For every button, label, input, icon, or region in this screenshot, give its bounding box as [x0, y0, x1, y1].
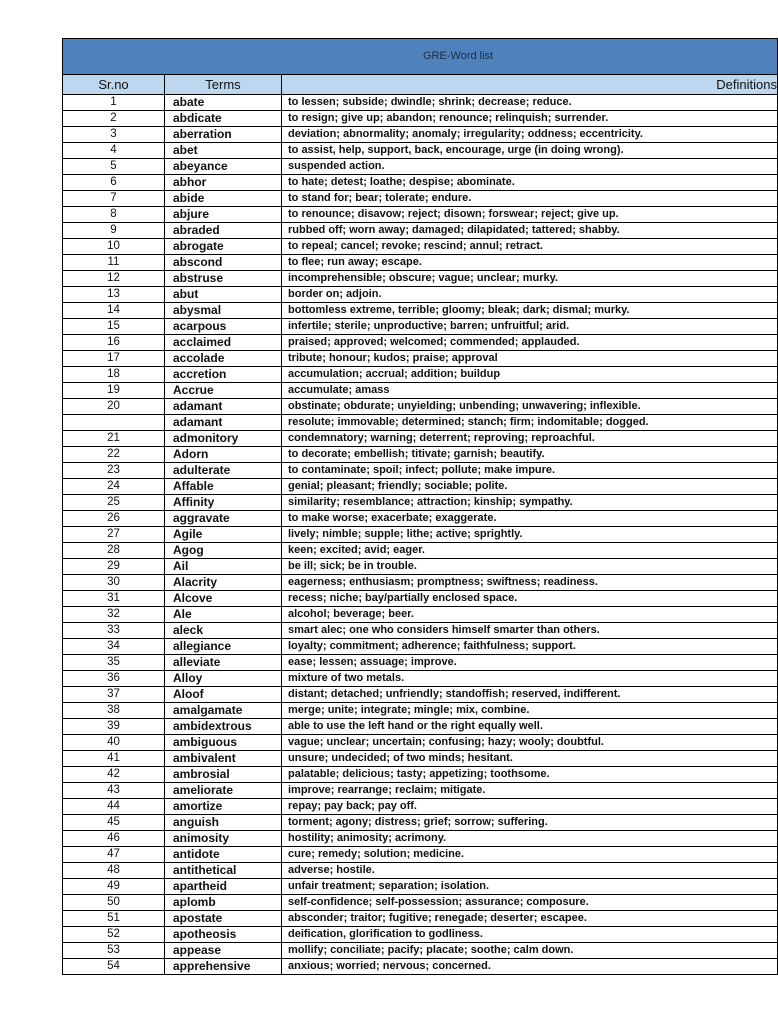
table-row	[63, 351, 778, 367]
row-sr: 27	[63, 527, 165, 543]
row-sr: 30	[63, 575, 165, 591]
row-term: Affable	[165, 479, 282, 495]
table-row	[63, 255, 778, 271]
row-term: aplomb	[165, 895, 282, 911]
row-term: abhor	[165, 175, 282, 191]
row-sr: 49	[63, 879, 165, 895]
row-term: adamant	[165, 415, 282, 431]
table-row	[63, 463, 778, 479]
row-sr: 33	[63, 623, 165, 639]
table-row	[63, 783, 778, 799]
row-sr: 43	[63, 783, 165, 799]
table-row	[63, 767, 778, 783]
row-definition: to hate; detest; loathe; despise; abominate.	[282, 175, 778, 191]
row-sr: 21	[63, 431, 165, 447]
row-sr: 47	[63, 847, 165, 863]
row-sr: 29	[63, 559, 165, 575]
table-row	[63, 719, 778, 735]
row-definition: hostility; animosity; acrimony.	[282, 831, 778, 847]
table-row	[63, 943, 778, 959]
table-row	[63, 207, 778, 223]
row-sr: 3	[63, 127, 165, 143]
table-row	[63, 159, 778, 175]
row-sr: 52	[63, 927, 165, 943]
header-definitions: Definitions	[282, 75, 778, 95]
row-definition: mixture of two metals.	[282, 671, 778, 687]
row-definition: to repeal; cancel; revoke; rescind; annul; retract.	[282, 239, 778, 255]
row-definition: deviation; abnormality; anomaly; irregularity; oddness; eccentricity.	[282, 127, 778, 143]
row-term: abdicate	[165, 111, 282, 127]
row-term: apprehensive	[165, 959, 282, 975]
row-definition: distant; detached; unfriendly; standoffish; reserved, indifferent.	[282, 687, 778, 703]
table-row	[63, 335, 778, 351]
row-term: Ail	[165, 559, 282, 575]
row-term: apostate	[165, 911, 282, 927]
row-definition: cure; remedy; solution; medicine.	[282, 847, 778, 863]
row-sr: 18	[63, 367, 165, 383]
row-term: aberration	[165, 127, 282, 143]
row-term: acarpous	[165, 319, 282, 335]
table-row	[63, 127, 778, 143]
row-definition: lively; nimble; supple; lithe; active; sprightly.	[282, 527, 778, 543]
row-definition: praised; approved; welcomed; commended; applauded.	[282, 335, 778, 351]
row-sr: 6	[63, 175, 165, 191]
row-definition: smart alec; one who considers himself smarter than others.	[282, 623, 778, 639]
header-sr: Sr.no	[63, 75, 165, 95]
row-term: anguish	[165, 815, 282, 831]
row-sr: 8	[63, 207, 165, 223]
row-term: Agog	[165, 543, 282, 559]
row-definition: bottomless extreme, terrible; gloomy; bleak; dark; dismal; murky.	[282, 303, 778, 319]
row-term: ambivalent	[165, 751, 282, 767]
row-term: Affinity	[165, 495, 282, 511]
row-definition: incomprehensible; obscure; vague; unclear; murky.	[282, 271, 778, 287]
table-row	[63, 111, 778, 127]
table-row	[63, 431, 778, 447]
row-term: Alloy	[165, 671, 282, 687]
row-definition: infertile; sterile; unproductive; barren; unfruitful; arid.	[282, 319, 778, 335]
row-sr: 53	[63, 943, 165, 959]
row-definition: repay; pay back; pay off.	[282, 799, 778, 815]
row-term: aggravate	[165, 511, 282, 527]
row-sr: 20	[63, 399, 165, 415]
row-term: abate	[165, 95, 282, 111]
row-term: appease	[165, 943, 282, 959]
row-sr: 44	[63, 799, 165, 815]
table-row	[63, 815, 778, 831]
table-row	[63, 799, 778, 815]
row-definition: to stand for; bear; tolerate; endure.	[282, 191, 778, 207]
table-row	[63, 367, 778, 383]
table-row	[63, 831, 778, 847]
row-definition: rubbed off; worn away; damaged; dilapidated; tattered; shabby.	[282, 223, 778, 239]
row-term: apartheid	[165, 879, 282, 895]
row-definition: accumulation; accrual; addition; buildup	[282, 367, 778, 383]
row-definition: keen; excited; avid; eager.	[282, 543, 778, 559]
table-row	[63, 415, 778, 431]
row-term: amalgamate	[165, 703, 282, 719]
row-term: ambiguous	[165, 735, 282, 751]
row-sr: 22	[63, 447, 165, 463]
row-definition: absconder; traitor; fugitive; renegade; deserter; escapee.	[282, 911, 778, 927]
row-sr: 17	[63, 351, 165, 367]
row-definition: to renounce; disavow; reject; disown; forswear; reject; give up.	[282, 207, 778, 223]
row-term: admonitory	[165, 431, 282, 447]
row-definition: recess; niche; bay/partially enclosed space.	[282, 591, 778, 607]
table-row	[63, 959, 778, 975]
row-term: antidote	[165, 847, 282, 863]
table-row	[63, 319, 778, 335]
row-term: Ale	[165, 607, 282, 623]
table-row	[63, 527, 778, 543]
table-row	[63, 863, 778, 879]
row-definition: condemnatory; warning; deterrent; reproving; reproachful.	[282, 431, 778, 447]
table-row	[63, 607, 778, 623]
row-sr: 50	[63, 895, 165, 911]
row-term: adamant	[165, 399, 282, 415]
row-sr: 51	[63, 911, 165, 927]
table-row	[63, 191, 778, 207]
row-term: Alcove	[165, 591, 282, 607]
row-sr: 13	[63, 287, 165, 303]
table-row	[63, 671, 778, 687]
row-definition: able to use the left hand or the right equally well.	[282, 719, 778, 735]
row-term: alleviate	[165, 655, 282, 671]
table-row	[63, 223, 778, 239]
row-sr: 40	[63, 735, 165, 751]
row-term: acclaimed	[165, 335, 282, 351]
row-sr: 46	[63, 831, 165, 847]
row-term: aleck	[165, 623, 282, 639]
row-definition: anxious; worried; nervous; concerned.	[282, 959, 778, 975]
row-sr: 35	[63, 655, 165, 671]
row-definition: vague; unclear; uncertain; confusing; hazy; wooly; doubtful.	[282, 735, 778, 751]
row-term: abrogate	[165, 239, 282, 255]
row-definition: obstinate; obdurate; unyielding; unbending; unwavering; inflexible.	[282, 399, 778, 415]
table-row	[63, 687, 778, 703]
row-definition: to contaminate; spoil; infect; pollute; make impure.	[282, 463, 778, 479]
row-sr: 12	[63, 271, 165, 287]
row-term: abscond	[165, 255, 282, 271]
row-sr: 45	[63, 815, 165, 831]
row-sr: 1	[63, 95, 165, 111]
table-row	[63, 751, 778, 767]
row-sr: 54	[63, 959, 165, 975]
table-row	[63, 239, 778, 255]
row-definition: torment; agony; distress; grief; sorrow; suffering.	[282, 815, 778, 831]
table-row	[63, 447, 778, 463]
row-definition: be ill; sick; be in trouble.	[282, 559, 778, 575]
sheet-title: GRE-Word list	[63, 39, 778, 75]
row-sr: 32	[63, 607, 165, 623]
row-definition: unsure; undecided; of two minds; hesitant.	[282, 751, 778, 767]
row-sr: 16	[63, 335, 165, 351]
row-term: Adorn	[165, 447, 282, 463]
row-sr: 34	[63, 639, 165, 655]
row-definition: similarity; resemblance; attraction; kinship; sympathy.	[282, 495, 778, 511]
row-definition: palatable; delicious; tasty; appetizing; toothsome.	[282, 767, 778, 783]
table-row	[63, 287, 778, 303]
table-row	[63, 175, 778, 191]
row-definition: adverse; hostile.	[282, 863, 778, 879]
table-row	[63, 735, 778, 751]
table-row	[63, 847, 778, 863]
row-sr: 37	[63, 687, 165, 703]
table-row	[63, 927, 778, 943]
header-terms: Terms	[165, 75, 282, 95]
row-sr: 25	[63, 495, 165, 511]
table-row	[63, 479, 778, 495]
row-term: accretion	[165, 367, 282, 383]
row-definition: alcohol; beverage; beer.	[282, 607, 778, 623]
word-list-table	[62, 38, 778, 975]
table-row	[63, 895, 778, 911]
table-row	[63, 623, 778, 639]
row-definition: improve; rearrange; reclaim; mitigate.	[282, 783, 778, 799]
row-sr: 5	[63, 159, 165, 175]
row-sr: 41	[63, 751, 165, 767]
row-term: ameliorate	[165, 783, 282, 799]
row-definition: to flee; run away; escape.	[282, 255, 778, 271]
row-sr: 11	[63, 255, 165, 271]
row-sr: 48	[63, 863, 165, 879]
row-sr: 38	[63, 703, 165, 719]
table-row	[63, 511, 778, 527]
row-definition: to assist, help, support, back, encourage, urge (in doing wrong).	[282, 143, 778, 159]
row-sr: 4	[63, 143, 165, 159]
row-definition: deification, glorification to godliness.	[282, 927, 778, 943]
row-term: adulterate	[165, 463, 282, 479]
row-term: amortize	[165, 799, 282, 815]
row-definition: resolute; immovable; determined; stanch; firm; indomitable; dogged.	[282, 415, 778, 431]
row-sr: 24	[63, 479, 165, 495]
row-definition: loyalty; commitment; adherence; faithfulness; support.	[282, 639, 778, 655]
row-sr: 7	[63, 191, 165, 207]
table-row	[63, 703, 778, 719]
row-term: abide	[165, 191, 282, 207]
table-row	[63, 399, 778, 415]
row-term: accolade	[165, 351, 282, 367]
row-sr: 9	[63, 223, 165, 239]
row-term: antithetical	[165, 863, 282, 879]
table-row	[63, 591, 778, 607]
table-row	[63, 495, 778, 511]
table-row	[63, 383, 778, 399]
row-sr: 2	[63, 111, 165, 127]
row-definition: self-confidence; self-possession; assurance; composure.	[282, 895, 778, 911]
row-definition: unfair treatment; separation; isolation.	[282, 879, 778, 895]
table-row	[63, 639, 778, 655]
row-definition: border on; adjoin.	[282, 287, 778, 303]
row-definition: to decorate; embellish; titivate; garnish; beautify.	[282, 447, 778, 463]
table-row	[63, 879, 778, 895]
table-row	[63, 911, 778, 927]
row-sr: 23	[63, 463, 165, 479]
header-row	[63, 75, 778, 95]
row-sr: 10	[63, 239, 165, 255]
row-sr: 31	[63, 591, 165, 607]
table-row	[63, 559, 778, 575]
row-sr: 36	[63, 671, 165, 687]
row-sr: 39	[63, 719, 165, 735]
table-row	[63, 95, 778, 111]
row-term: allegiance	[165, 639, 282, 655]
row-definition: eagerness; enthusiasm; promptness; swiftness; readiness.	[282, 575, 778, 591]
row-definition: tribute; honour; kudos; praise; approval	[282, 351, 778, 367]
row-term: Alacrity	[165, 575, 282, 591]
table-row	[63, 655, 778, 671]
row-term: ambrosial	[165, 767, 282, 783]
row-term: animosity	[165, 831, 282, 847]
row-definition: merge; unite; integrate; mingle; mix, combine.	[282, 703, 778, 719]
row-sr: 28	[63, 543, 165, 559]
row-definition: to lessen; subside; dwindle; shrink; decrease; reduce.	[282, 95, 778, 111]
row-definition: suspended action.	[282, 159, 778, 175]
row-definition: mollify; conciliate; pacify; placate; soothe; calm down.	[282, 943, 778, 959]
row-sr: 26	[63, 511, 165, 527]
table-row	[63, 143, 778, 159]
row-term: abjure	[165, 207, 282, 223]
title-row	[63, 39, 778, 75]
row-term: apotheosis	[165, 927, 282, 943]
row-definition: to resign; give up; abandon; renounce; relinquish; surrender.	[282, 111, 778, 127]
row-term: Accrue	[165, 383, 282, 399]
row-term: Aloof	[165, 687, 282, 703]
row-term: abut	[165, 287, 282, 303]
row-sr: 14	[63, 303, 165, 319]
row-sr: 15	[63, 319, 165, 335]
row-definition: genial; pleasant; friendly; sociable; polite.	[282, 479, 778, 495]
row-definition: ease; lessen; assuage; improve.	[282, 655, 778, 671]
row-term: abeyance	[165, 159, 282, 175]
table-row	[63, 575, 778, 591]
row-term: abraded	[165, 223, 282, 239]
row-definition: accumulate; amass	[282, 383, 778, 399]
row-definition: to make worse; exacerbate; exaggerate.	[282, 511, 778, 527]
row-term: Agile	[165, 527, 282, 543]
row-term: abysmal	[165, 303, 282, 319]
row-term: abstruse	[165, 271, 282, 287]
row-sr: 42	[63, 767, 165, 783]
row-sr	[63, 415, 165, 431]
table-row	[63, 271, 778, 287]
row-term: abet	[165, 143, 282, 159]
table-row	[63, 543, 778, 559]
table-row	[63, 303, 778, 319]
row-term: ambidextrous	[165, 719, 282, 735]
row-sr: 19	[63, 383, 165, 399]
